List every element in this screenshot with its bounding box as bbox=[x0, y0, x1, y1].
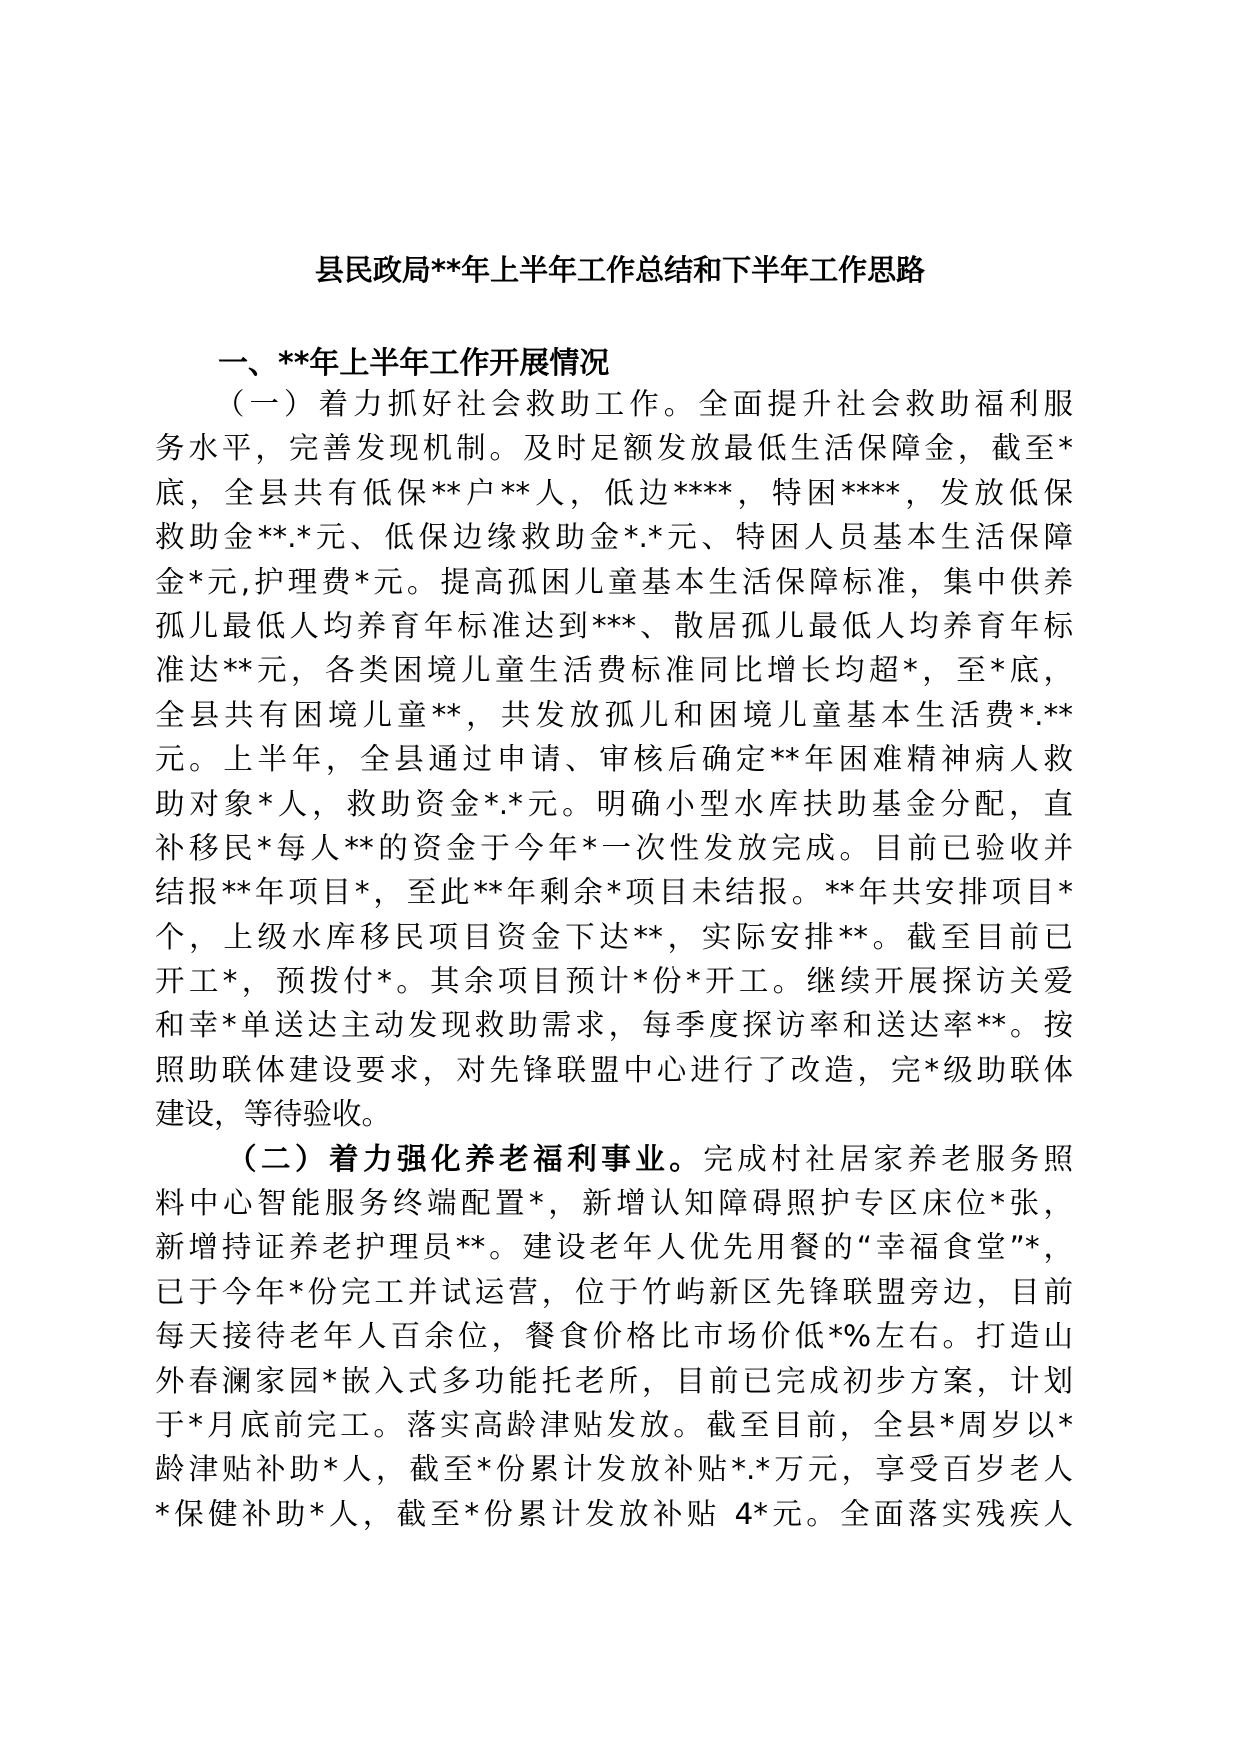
paragraph-line: 金*元,护理费*元。提高孤困儿童基本生活保障标准，集中供养 bbox=[155, 564, 1073, 599]
paragraph-line: 补移民*每人**的资金于今年*一次性发放完成。目前已验收并 bbox=[155, 830, 1073, 865]
paragraph-line: 结报**年项目*，至此**年剩余*项目未结报。**年共安排项目* bbox=[155, 875, 1073, 910]
paragraph-text: 完成村社居家养老服务照 bbox=[703, 1141, 1073, 1176]
paragraph-line: 元。上半年，全县通过申请、审核后确定**年困难精神病人救 bbox=[155, 742, 1073, 777]
paragraph-line: 照助联体建设要求，对先锋联盟中心进行了改造，完*级助联体 bbox=[155, 1052, 1073, 1087]
paragraph-line: 孤儿最低人均养育年标准达到***、散居孤儿最低人均养育年标 bbox=[155, 608, 1073, 643]
paragraph-line: 底，全县共有低保**户**人，低边****，特困****，发放低保 bbox=[155, 475, 1073, 510]
paragraph-social-assistance bbox=[155, 382, 1073, 1137]
paragraph-line: 个，上级水库移民项目资金下达**，实际安排**。截至目前已 bbox=[155, 919, 1073, 954]
paragraph-line bbox=[155, 1137, 1073, 1181]
paragraph-line: 外春澜家园*嵌入式多功能托老所，目前已完成初步方案，计划 bbox=[155, 1363, 1073, 1398]
paragraph-line: 助对象*人，救助资金*.*元。明确小型水库扶助基金分配，直 bbox=[155, 786, 1073, 821]
paragraph-line: 全县共有困境儿童**，共发放孤儿和困境儿童基本生活费*.** bbox=[155, 697, 1073, 732]
paragraph-line: 于*月底前完工。落实高龄津贴发放。截至目前，全县*周岁以* bbox=[155, 1407, 1073, 1442]
paragraph-line: 龄津贴补助*人，截至*份累计发放补贴*.*万元，享受百岁老人 bbox=[155, 1452, 1073, 1487]
document-title: 县民政局**年上半年工作总结和下半年工作思路 bbox=[314, 253, 926, 287]
paragraph-line: 建设，等待验收。 bbox=[155, 1097, 392, 1132]
paragraph-line: 每天接待老年人百余位，餐食价格比市场价低*%左右。打造山 bbox=[155, 1319, 1073, 1354]
paragraph-line: 和幸*单送达主动发现救助需求，每季度探访率和送达率**。按 bbox=[155, 1008, 1073, 1043]
document-body bbox=[155, 382, 1073, 1536]
paragraph-line: 准达**元，各类困境儿童生活费标准同比增长均超*，至*底， bbox=[155, 653, 1073, 688]
paragraph-line: 救助金**.*元、低保边缘救助金*.*元、特困人员基本生活保障 bbox=[155, 520, 1073, 555]
section-heading: 一、**年上半年工作开展情况 bbox=[218, 346, 610, 381]
paragraph-line: （一）着力抓好社会救助工作。全面提升社会救助福利服 bbox=[215, 387, 1073, 421]
paragraph-line: 料中心智能服务终端配置*，新增认知障碍照护专区床位*张， bbox=[155, 1186, 1073, 1221]
paragraph-line: 新增持证养老护理员**。建设老年人优先用餐的“幸福食堂”*， bbox=[155, 1230, 1073, 1265]
subsection-heading: （二）着力强化养老福利事业。 bbox=[227, 1141, 704, 1176]
paragraph-line: 已于今年*份完工并试运营，位于竹屿新区先锋联盟旁边，目前 bbox=[155, 1274, 1073, 1309]
paragraph-line: 开工*，预拨付*。其余项目预计*份*开工。继续开展探访关爱 bbox=[155, 964, 1073, 999]
paragraph-line: *保健补助*人，截至*份累计发放补贴 4*元。全面落实残疾人 bbox=[155, 1496, 1073, 1531]
paragraph-line: 务水平，完善发现机制。及时足额发放最低生活保障金，截至* bbox=[155, 431, 1073, 466]
paragraph-elderly-welfare bbox=[155, 1137, 1073, 1537]
